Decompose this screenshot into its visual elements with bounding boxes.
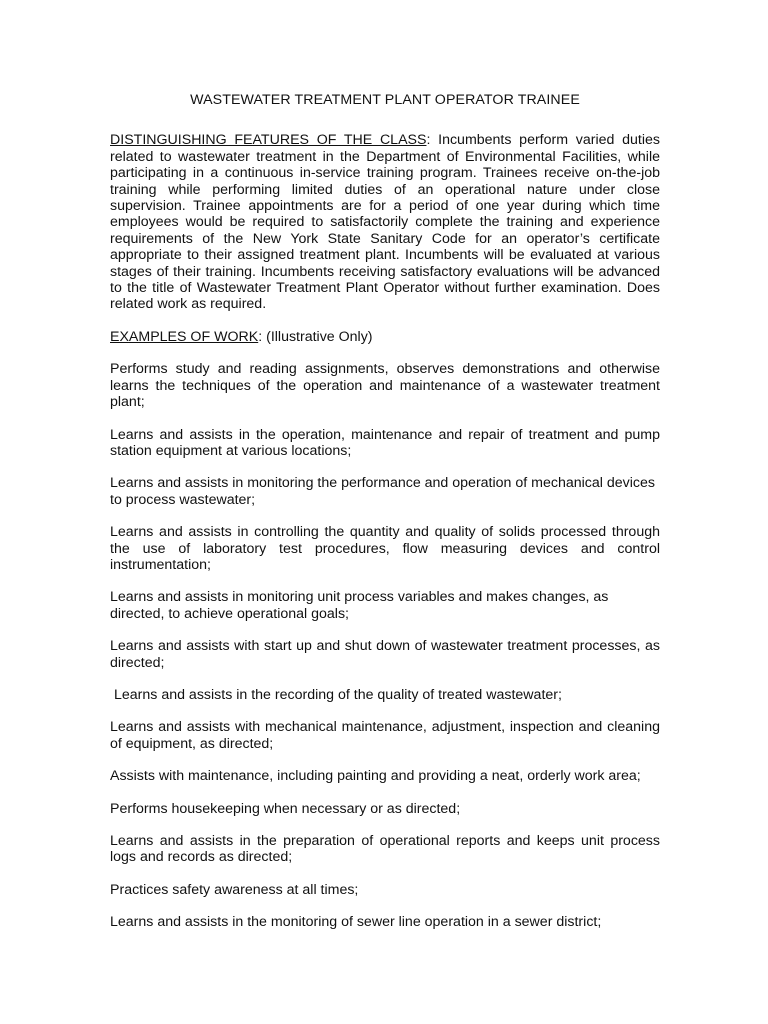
work-item: Learns and assists in the recording of the quality of treated wastewater; <box>114 686 562 703</box>
document-title: WASTEWATER TREATMENT PLANT OPERATOR TRAINEE <box>190 92 580 108</box>
work-item: Learns and assists in monitoring the performance and operation of mechanical devices to process wastewater; <box>110 475 655 508</box>
work-item: Learns and assists in the preparation of operational reports and keeps unit process logs and records as directed; <box>110 833 660 866</box>
work-item: Learns and assists in monitoring unit process variables and makes changes, as directed, to achieve operational goals; <box>110 589 609 622</box>
work-item: Learns and assists with start up and shut down of wastewater treatment processes, as directed; <box>110 638 660 671</box>
work-item: Learns and assists in the operation, maintenance and repair of treatment and pump station equipment at various locations; <box>110 426 660 459</box>
work-item: Learns and assists in the monitoring of sewer line operation in a sewer district; <box>110 914 602 931</box>
distinguishing-features-heading: DISTINGUISHING FEATURES OF THE CLASS <box>110 132 427 149</box>
examples-of-work-suffix: : (Illustrative Only) <box>258 328 373 345</box>
work-item: Learns and assists with mechanical maintenance, adjustment, inspection and cleaning of equipment, as directed; <box>110 719 660 752</box>
distinguishing-features-paragraph <box>110 132 660 312</box>
work-item: Practices safety awareness at all times; <box>110 881 359 898</box>
document-page <box>110 92 660 947</box>
distinguishing-features-colon: : <box>426 132 431 149</box>
examples-heading-line <box>110 329 660 345</box>
work-item: Performs housekeeping when necessary or as directed; <box>110 800 461 817</box>
work-item: Learns and assists in controlling the quantity and quality of solids processed through the use of laboratory test procedures, flow measuring devices and control instrumentation; <box>110 524 660 573</box>
work-item: Assists with maintenance, including painting and providing a neat, orderly work area; <box>110 768 641 785</box>
examples-of-work-heading: EXAMPLES OF WORK <box>110 328 259 345</box>
distinguishing-features-text: Incumbents perform varied duties related to wastewater treatment in the Department of Environmental Facilities, while participating in a continuous in-service training program. Trainees receive on-the-job training while performing limited duties of an operational nature under close supervision. Trainee appointments are for a period of one year during which time employees would be required to satisfactorily complete the training and experience requirements of the New York State Sanitary Code for an operator’s certificate appropriate to their assigned treatment plant. Incumbents will be evaluated at various stages of their training. Incumbents receiving satisfactory evaluations will be advanced to the title of Wastewater Treatment Plant Operator without further examination. Does related work as required. <box>110 132 660 313</box>
work-item: Performs study and reading assignments, observes demonstrations and otherwise learns the techniques of the operation and maintenance of a wastewater treatment plant; <box>110 361 660 411</box>
